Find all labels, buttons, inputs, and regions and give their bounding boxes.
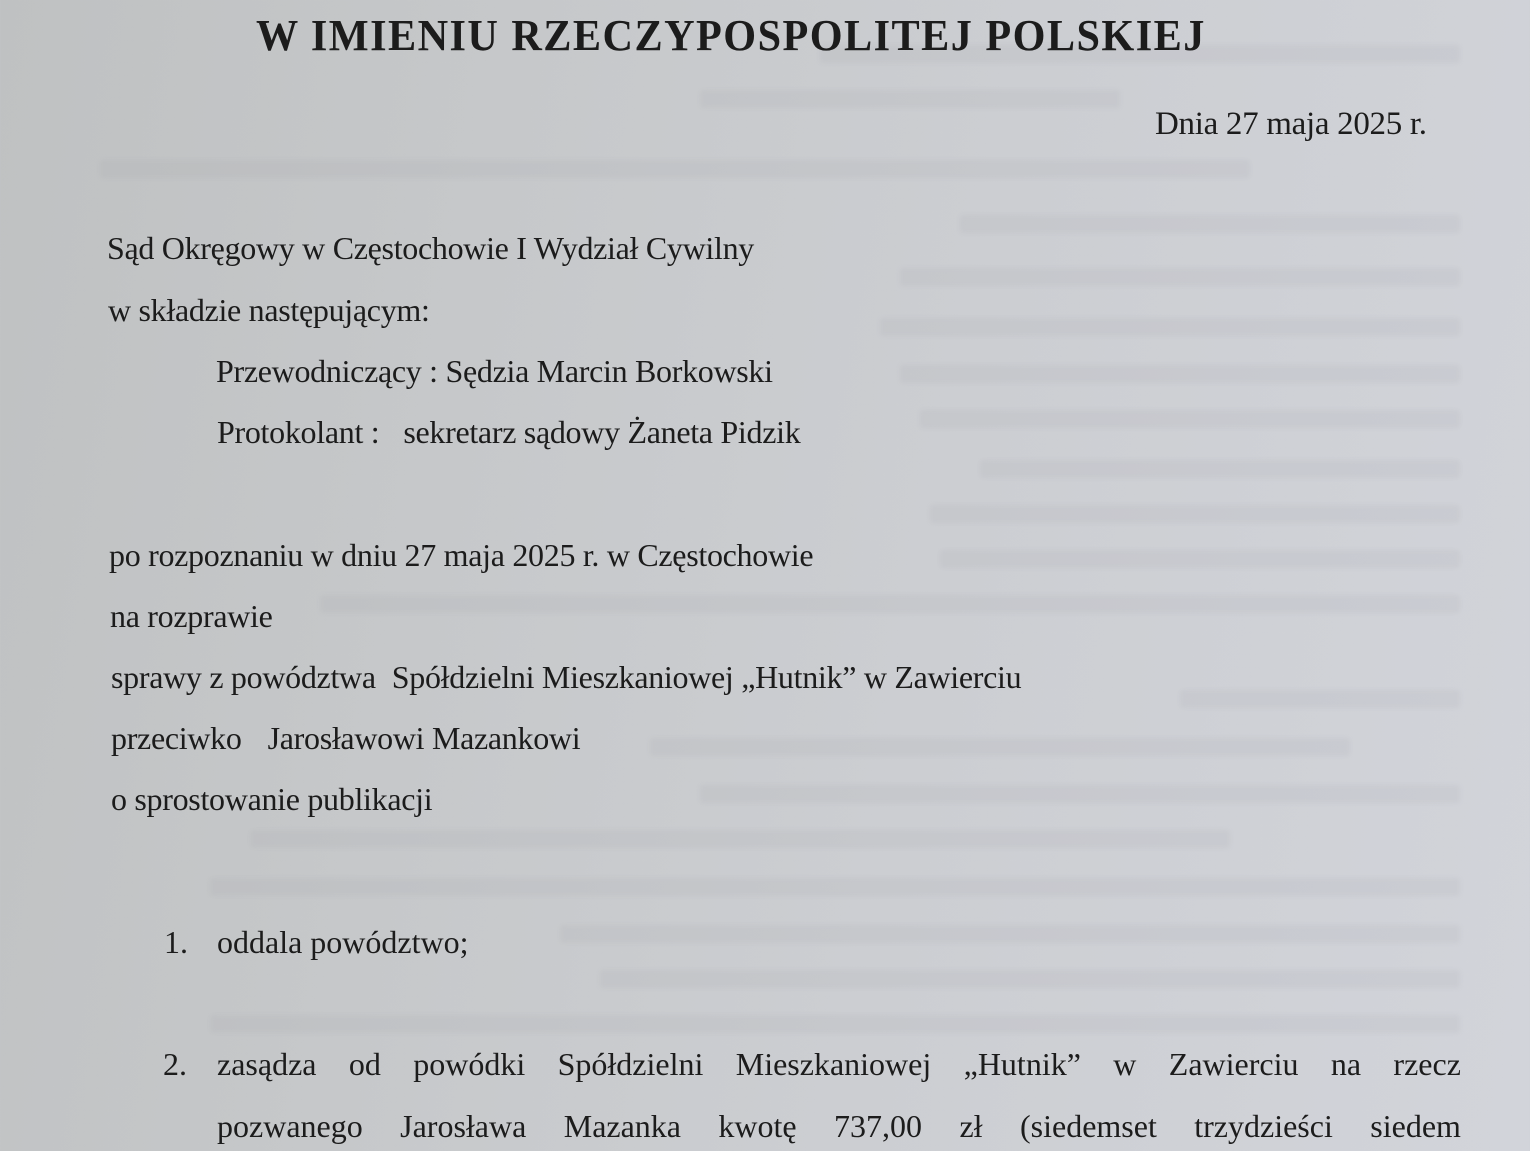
case-subject: o sprostowanie publikacji xyxy=(111,781,433,817)
defendant-name: Jarosławowi Mazankowi xyxy=(267,720,581,756)
hearing-info: po rozpoznaniu w dniu 27 maja 2025 r. w Częstochowie xyxy=(109,537,814,573)
court-clerk-name: sekretarz sądowy Żaneta Pidzik xyxy=(403,414,801,450)
court-name: Sąd Okręgowy w Częstochowie I Wydział Cywilny xyxy=(107,230,754,266)
case-defendant xyxy=(111,722,580,754)
ruling-number: 1. xyxy=(164,924,188,960)
ruling-text: oddala powództwo; xyxy=(217,924,469,960)
judgment-date: Dnia 27 maja 2025 r. xyxy=(1155,106,1427,142)
ruling-text xyxy=(217,1048,1461,1151)
court-clerk-label: Protokolant : xyxy=(217,414,380,450)
composition-label: w składzie następującym: xyxy=(108,292,430,328)
ruling-line-1: zasądza od powódki Spółdzielni Mieszkaniowej „Hutnik” w Zawierciu na rzecz xyxy=(217,1046,1461,1082)
document-heading: W IMIENIU RZECZYPOSPOLITEJ POLSKIEJ xyxy=(256,11,1206,60)
plaintiff-name: Spółdzielni Mieszkaniowej „Hutnik” w Zawierciu xyxy=(391,659,1022,695)
presiding-judge-label: Przewodniczący : xyxy=(216,353,438,389)
trial-label: na rozprawie xyxy=(110,598,273,634)
case-plaintiff-label: sprawy z powództwa xyxy=(111,659,376,695)
ruling-item-2 xyxy=(163,1048,1463,1148)
presiding-judge-name: Sędzia Marcin Borkowski xyxy=(445,353,773,389)
ruling-item-1 xyxy=(164,926,764,966)
case-plaintiff xyxy=(111,661,1021,693)
ruling-number: 2. xyxy=(163,1046,187,1082)
case-defendant-label: przeciwko xyxy=(111,720,242,756)
presiding-judge xyxy=(216,355,773,387)
ruling-line-2: pozwanego Jarosława Mazanka kwotę 737,00 zł (siedemset trzydzieści siedem xyxy=(217,1108,1461,1144)
court-clerk xyxy=(217,416,800,448)
